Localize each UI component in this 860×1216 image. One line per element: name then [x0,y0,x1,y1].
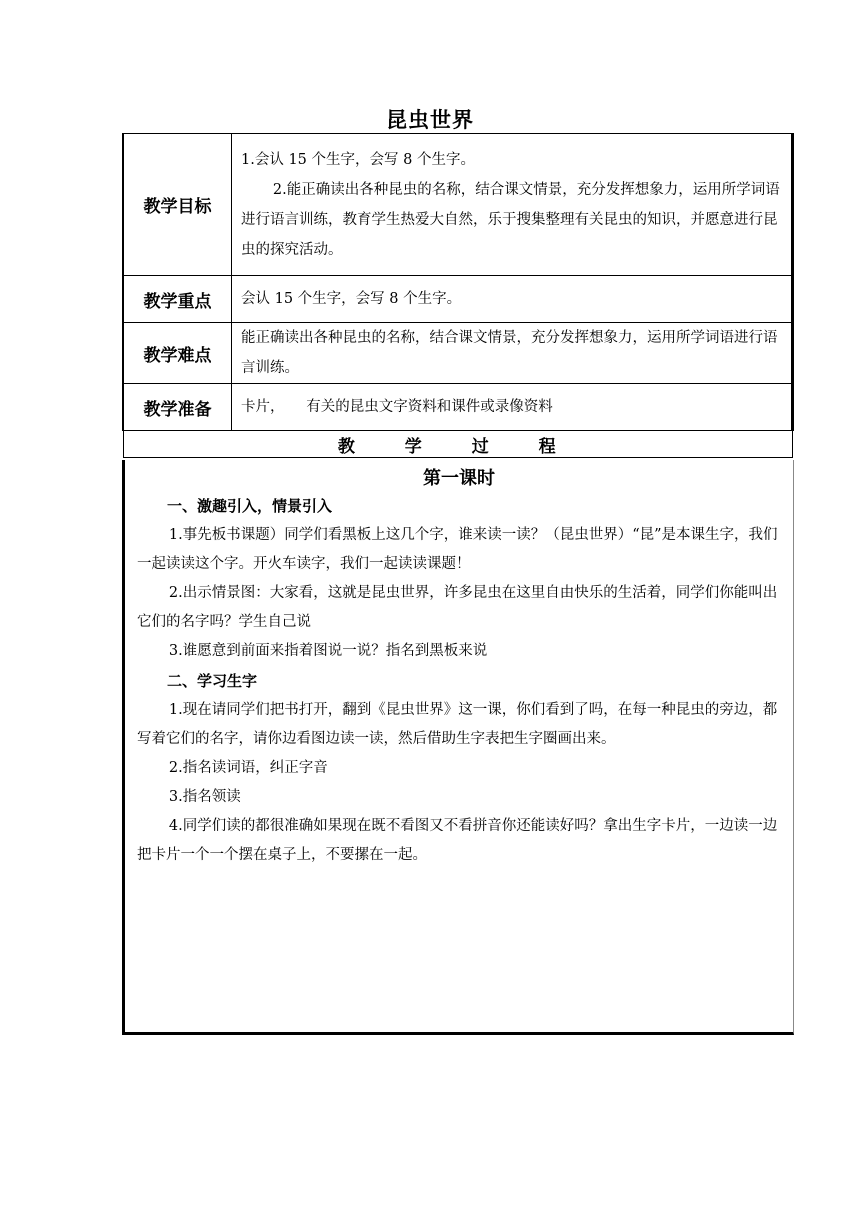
lesson-plan-table [122,133,794,458]
section-1-heading: 一、激趣引入，情景引入 [167,497,333,515]
document-title: 昆虫世界 [386,108,474,132]
process-row [123,431,793,458]
key-content: 会认 15 个生字，会写 8 个生字。 [232,276,793,323]
goal-row [123,134,793,276]
goal-line-1: 1.会认 15 个生字，会写 8 个生字。 [241,151,475,168]
process-body [122,460,794,1035]
section-1-paragraph-2: 2.出示情景图：大家看，这就是昆虫世界，许多昆虫在这里自由快乐的生活着，同学们你能叫出它们的名字吗？学生自己说 [137,585,778,630]
section-1-paragraph-3: 3.谁愿意到前面来指着图说一说？指名到黑板来说 [168,643,488,659]
section-2-paragraph-2: 2.指名读词语，纠正字音 [168,760,328,776]
difficulty-row [123,323,793,384]
difficulty-content: 能正确读出各种昆虫的名称，结合课文情景，充分发挥想象力，运用所学词语进行语言训练。 [232,323,793,384]
section-1-paragraph-1: 1.事先板书课题）同学们看黑板上这几个字，谁来读一读？（昆虫世界）“昆”是本课生字，我们一起读读这个字。开火车读字，我们一起读读课题！ [137,527,778,572]
goal-line-2: 2.能正确读出各种昆虫的名称，结合课文情景，充分发挥想象力，运用所学词语进行语言训练，教育学生热爱大自然，乐于搜集整理有关昆虫的知识，并愿意进行昆虫的探究活动。 [241,181,780,258]
section-2-paragraph-3: 3.指名领读 [168,789,241,805]
section-2-heading: 二、学习生字 [167,672,258,690]
key-label: 教学重点 [123,276,232,323]
goal-content [232,134,793,276]
process-heading: 教 学 过 程 [337,436,578,457]
prep-label: 教学准备 [123,384,232,431]
process-heading-cell [123,431,793,458]
prep-content: 卡片， 有关的昆虫文字资料和课件或录像资料 [232,384,793,431]
section-2-paragraph-1: 1.现在请同学们把书打开，翻到《昆虫世界》这一课，你们看到了吗，在每一种昆虫的旁边，都写着它们的名字，请你边看图边读一读，然后借助生字表把生字圈画出来。 [137,702,778,747]
prep-row [123,384,793,431]
section-2-paragraph-4: 4.同学们读的都很准确如果现在既不看图又不看拼音你还能读好吗？拿出生字卡片，一边读一边把卡片一个一个摆在桌子上，不要摞在一起。 [137,818,778,863]
goal-label: 教学目标 [123,134,232,276]
lesson-title: 第一课时 [423,468,495,489]
key-row [123,276,793,323]
difficulty-label: 教学难点 [123,323,232,384]
